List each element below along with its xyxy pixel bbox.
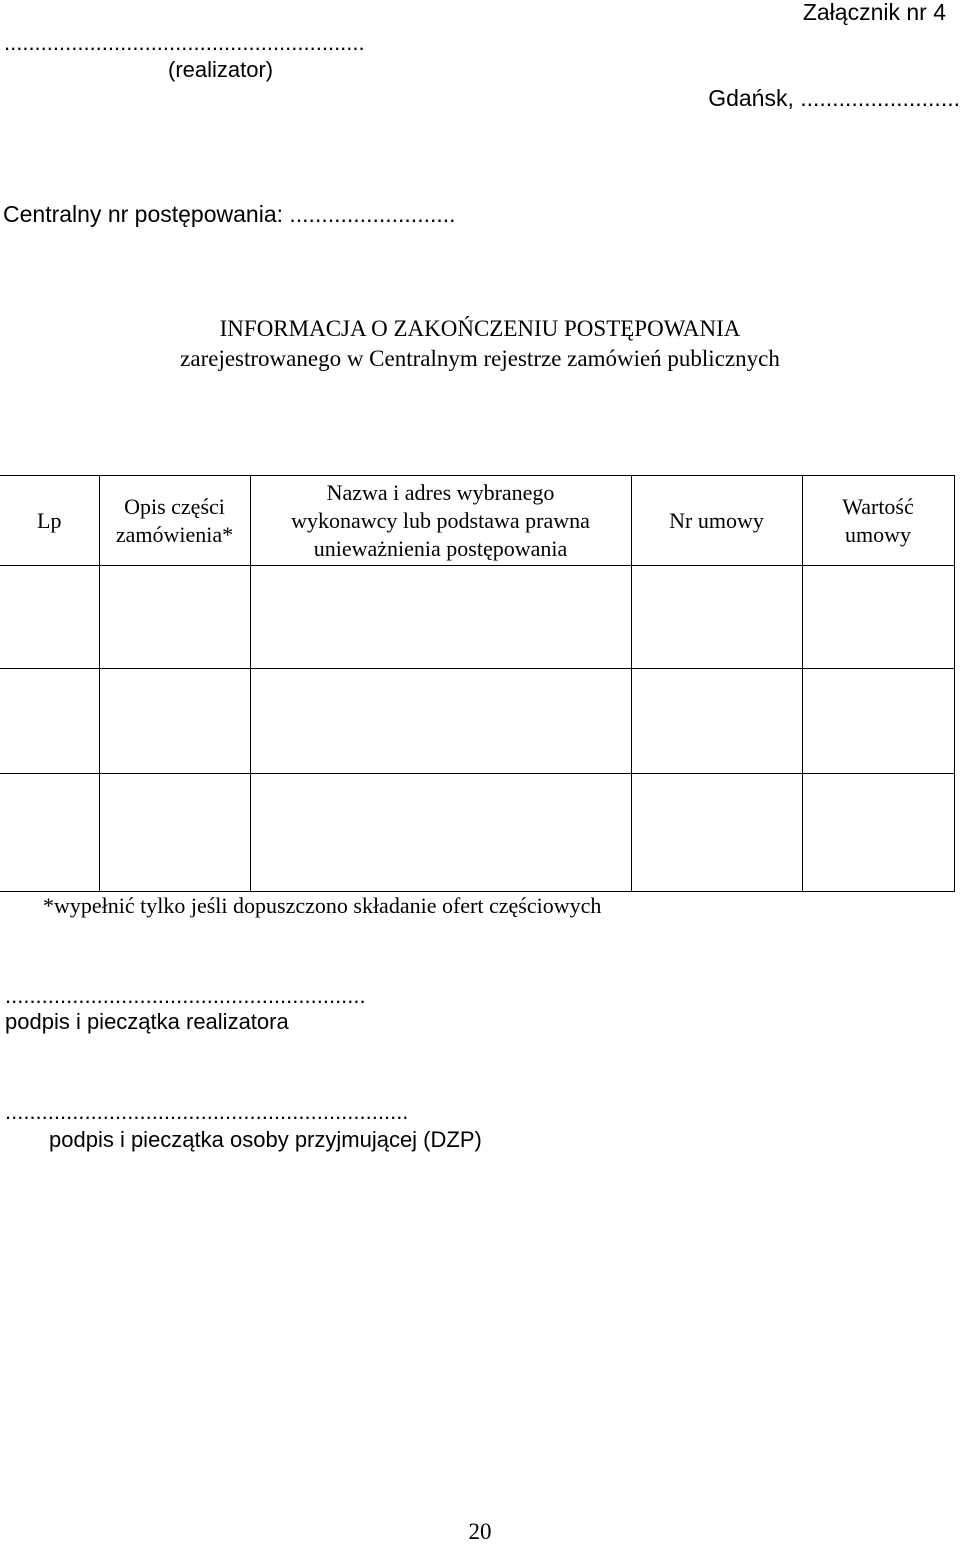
- header-lp: [0, 476, 99, 566]
- header-contract-number-text: Nr umowy: [669, 507, 764, 533]
- header-lp-text: Lp: [37, 507, 62, 533]
- table-row: [0, 566, 954, 669]
- cell-contract-value[interactable]: [802, 566, 954, 669]
- header-value-line1: Wartość: [842, 493, 914, 519]
- header-contractor-line3: unieważnienia postępowania: [313, 535, 568, 561]
- table-row: [0, 774, 954, 892]
- cell-contract-value[interactable]: [802, 774, 954, 892]
- table-footnote: *wypełnić tylko jeśli dopuszczono składanie ofert częściowych: [43, 893, 602, 918]
- dzp-signature-label: podpis i pieczątka osoby przyjmującej (DZP): [49, 1127, 482, 1152]
- table-header-row: [0, 476, 954, 566]
- realizator-signature-dots: ...........................................................: [5, 983, 366, 1008]
- realizator-label: (realizator): [168, 57, 274, 82]
- cell-contractor[interactable]: [250, 774, 631, 892]
- header-contractor: [250, 476, 631, 566]
- header-contractor-line2: wykonawcy lub podstawa prawna: [291, 507, 590, 533]
- header-contractor-line1: Nazwa i adres wybranego: [326, 479, 555, 505]
- dzp-signature-dots: ..................................................................: [5, 1099, 409, 1124]
- cell-part-description[interactable]: [99, 566, 250, 669]
- central-procedure-number: Centralny nr postępowania: ..........................: [3, 201, 456, 227]
- header-part-description: [99, 476, 250, 566]
- cell-lp[interactable]: [0, 669, 99, 774]
- header-part-line2: zamówienia*: [115, 521, 234, 547]
- cell-part-description[interactable]: [99, 774, 250, 892]
- procedure-result-table: [0, 475, 955, 892]
- attachment-label: Załącznik nr 4: [802, 0, 946, 25]
- header-contract-value: [802, 476, 954, 566]
- cell-contractor[interactable]: [250, 669, 631, 774]
- cell-lp[interactable]: [0, 774, 99, 892]
- page-number: 20: [468, 1519, 492, 1544]
- document-title: INFORMACJA O ZAKOŃCZENIU POSTĘPOWANIA: [219, 316, 741, 341]
- header-value-line2: umowy: [845, 521, 911, 547]
- header-part-line1: Opis części: [124, 493, 225, 519]
- table-row: [0, 669, 954, 774]
- cell-contractor[interactable]: [250, 566, 631, 669]
- city-date-line: Gdańsk, .........................: [708, 85, 960, 111]
- cell-contract-number[interactable]: [631, 566, 802, 669]
- realizator-signature-line: ...........................................................: [4, 30, 365, 55]
- realizator-signature-label: podpis i pieczątka realizatora: [5, 1009, 289, 1034]
- cell-lp[interactable]: [0, 566, 99, 669]
- cell-contract-number[interactable]: [631, 669, 802, 774]
- cell-contract-value[interactable]: [802, 669, 954, 774]
- header-contract-number: [631, 476, 802, 566]
- cell-part-description[interactable]: [99, 669, 250, 774]
- document-subtitle: zarejestrowanego w Centralnym rejestrze zamówień publicznych: [180, 346, 780, 371]
- cell-contract-number[interactable]: [631, 774, 802, 892]
